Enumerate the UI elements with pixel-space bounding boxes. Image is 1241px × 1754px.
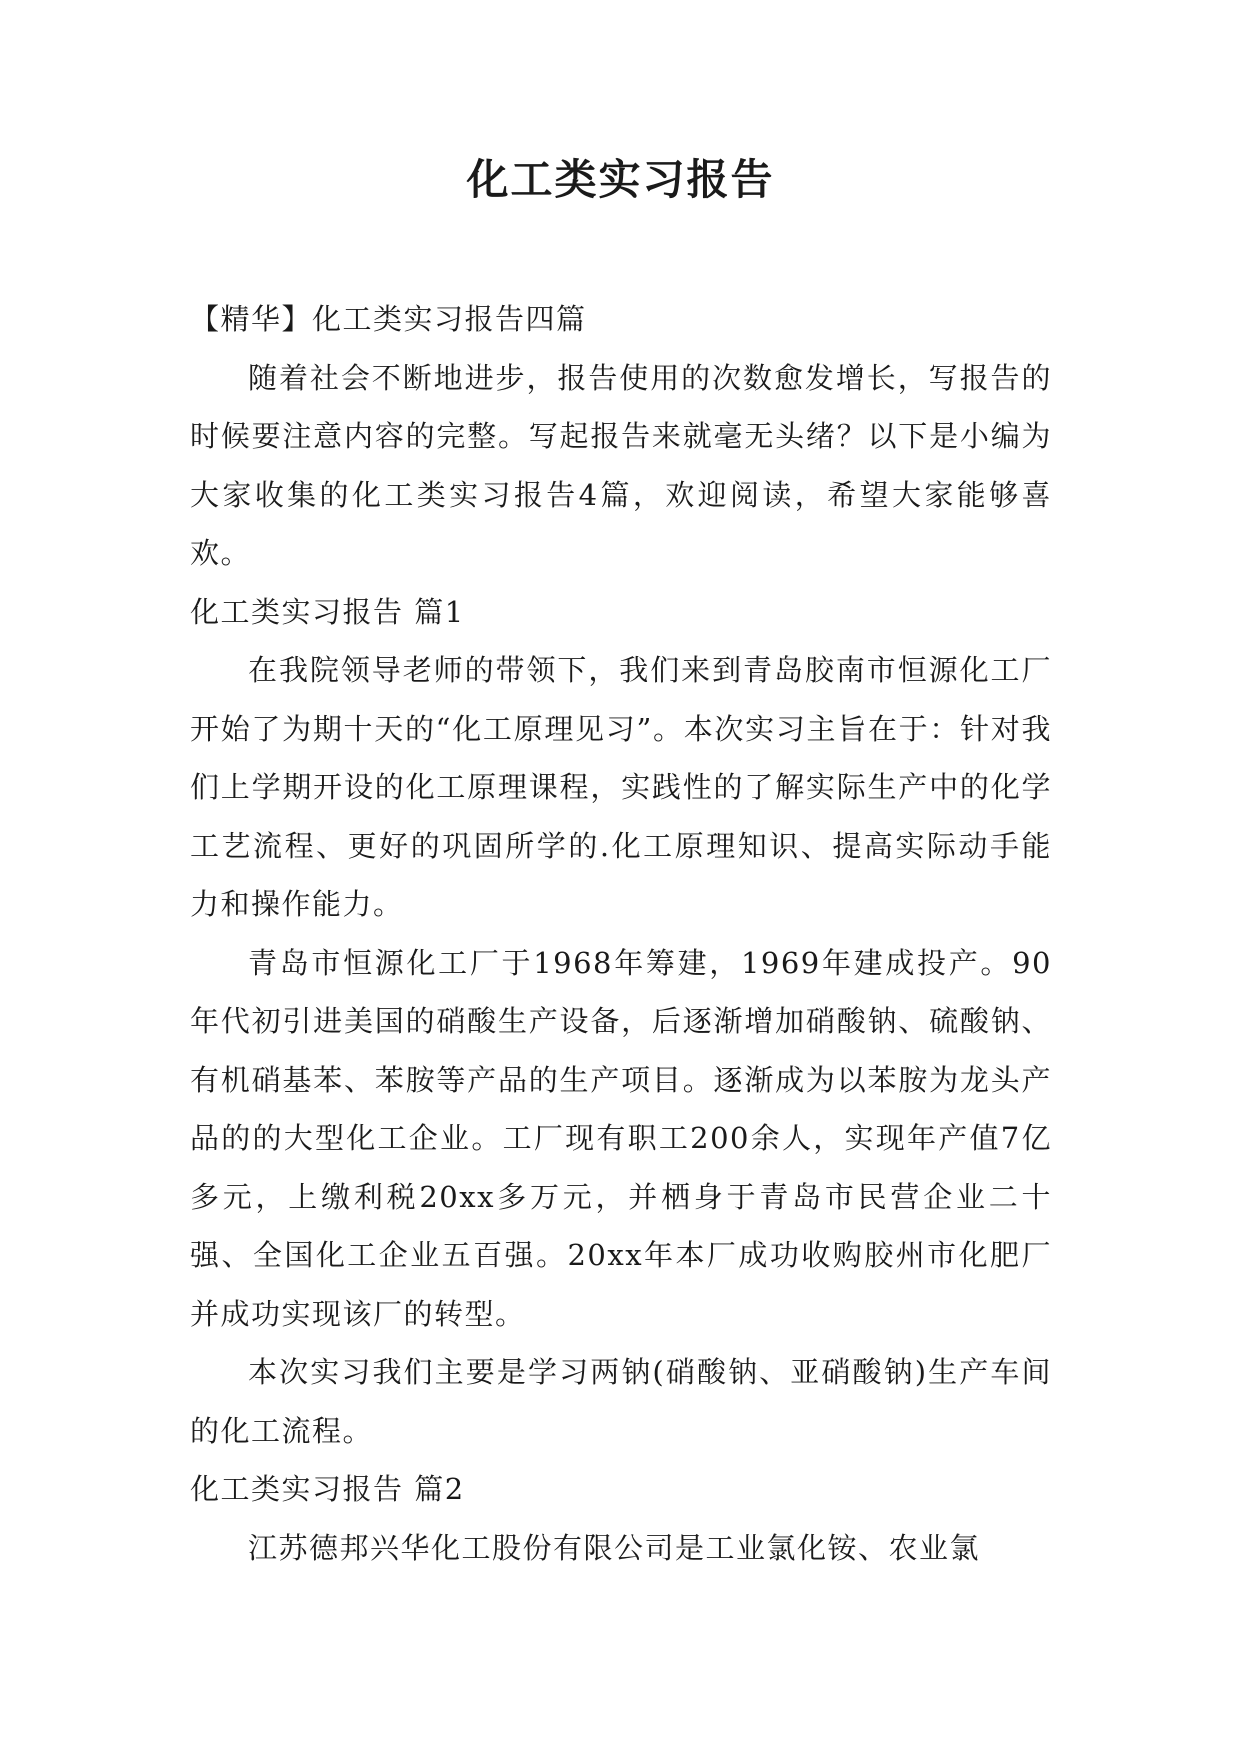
section-1-paragraph-1: 在我院领导老师的带领下，我们来到青岛胶南市恒源化工厂开始了为期十天的“化工原理见习”。本次实习主旨在于：针对我们上学期开设的化工原理课程，实践性的了解实际生产中的化学工艺流程、更好的巩固所学的.化工原理知识、提高实际动手能力和操作能力。 <box>190 653 1052 921</box>
section-heading-2: 化工类实习报告 篇2 <box>190 1472 465 1506</box>
intro-paragraph: 随着社会不断地进步，报告使用的次数愈发增长，写报告的时候要注意内容的完整。写起报告来就毫无头绪？以下是小编为大家收集的化工类实习报告4篇，欢迎阅读，希望大家能够喜欢。 <box>190 360 1052 570</box>
section-1-paragraph-3: 本次实习我们主要是学习两钠(硝酸钠、亚硝酸钠)生产车间的化工流程。 <box>190 1355 1052 1448</box>
document-body <box>190 290 1052 1577</box>
section-1-paragraph-2: 青岛市恒源化工厂于1968年筹建，1969年建成投产。90年代初引进美国的硝酸生产设备，后逐渐增加硝酸钠、硫酸钠、有机硝基苯、苯胺等产品的生产项目。逐渐成为以苯胺为龙头产品的的大型化工企业。工厂现有职工200余人，实现年产值7亿多元，上缴利税20xx多万元，并栖身于青岛市民营企业二十强、全国化工企业五百强。20xx年本厂成功收购胶州市化肥厂并成功实现该厂的转型。 <box>190 945 1052 1331</box>
section-2-paragraph-1: 江苏德邦兴华化工股份有限公司是工业氯化铵、农业氯 <box>248 1530 981 1565</box>
document-title: 化工类实习报告 <box>466 155 775 204</box>
intro-heading: 【精华】化工类实习报告四篇 <box>190 302 587 336</box>
section-heading-1: 化工类实习报告 篇1 <box>190 594 465 629</box>
